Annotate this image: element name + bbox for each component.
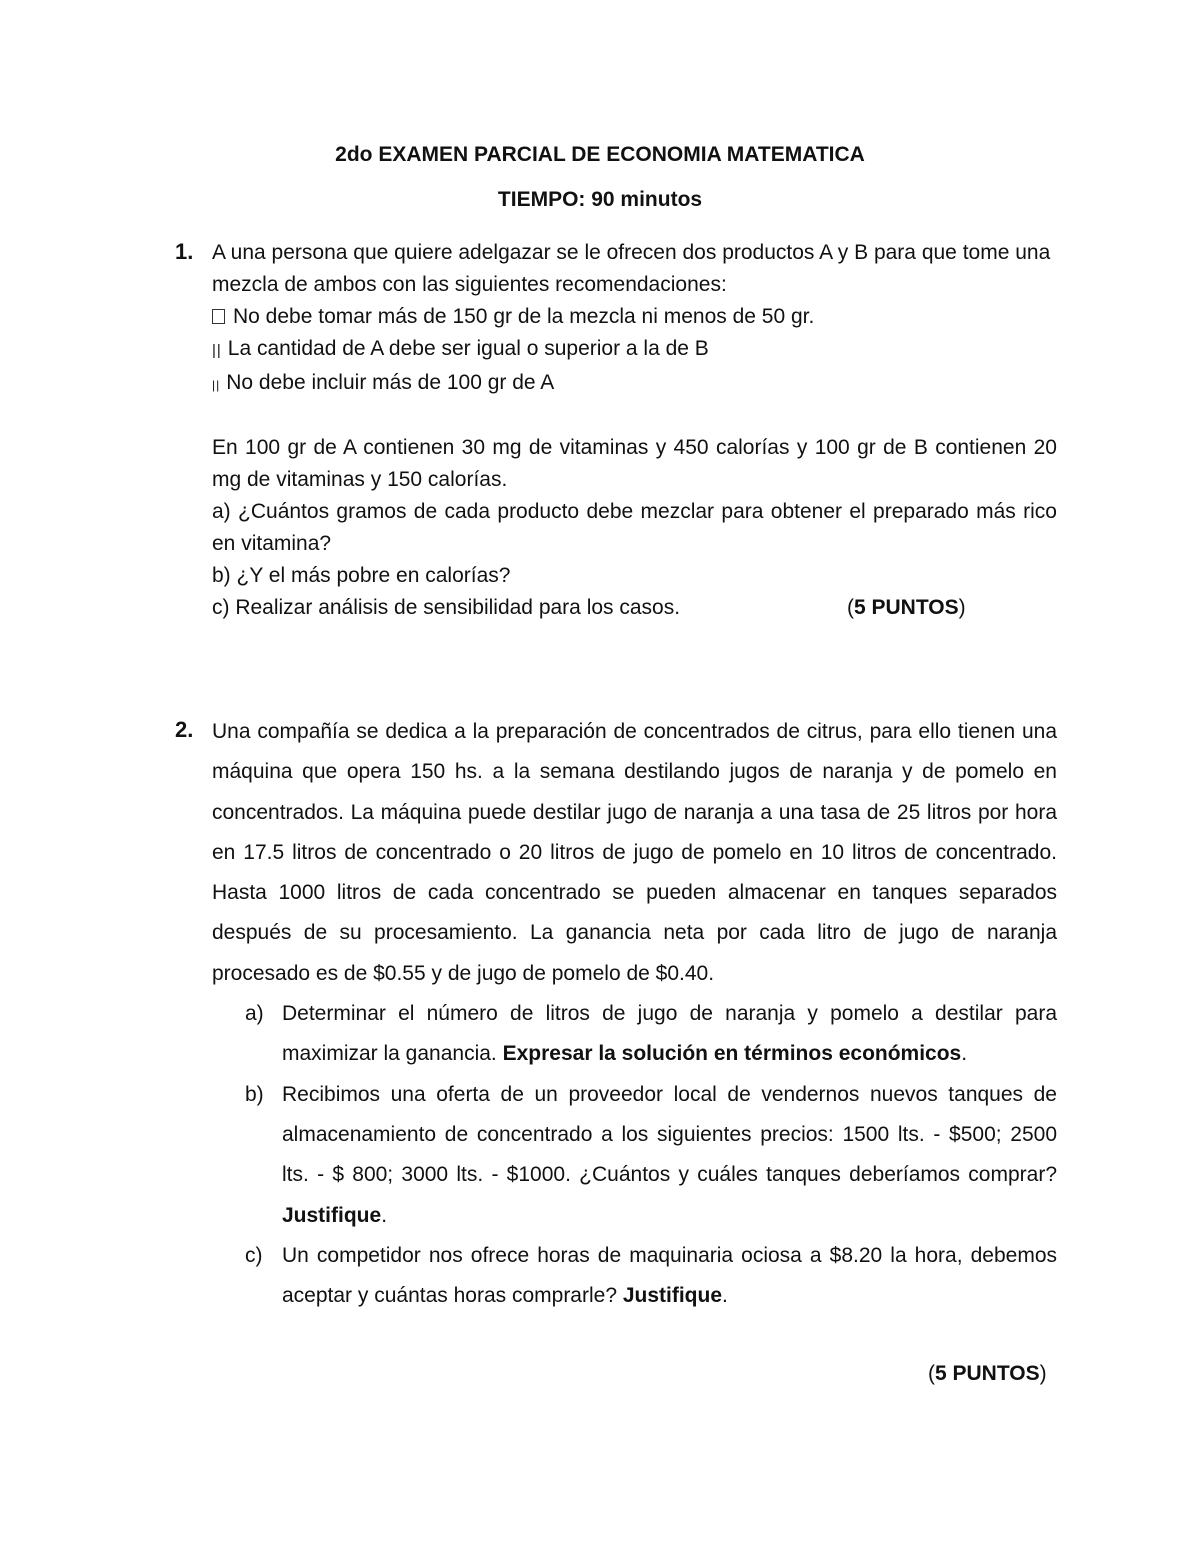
question-2-points: (5 PUNTOS) xyxy=(928,1362,1047,1385)
bullet-bars-icon: || xyxy=(212,342,222,359)
exam-time: TIEMPO: 90 minutos xyxy=(497,188,703,211)
question-2-number: 2. xyxy=(175,717,194,742)
missing-glyph-icon xyxy=(212,309,225,324)
question-1-number: 1. xyxy=(175,239,194,264)
question-2-part-b: b) Recibimos una oferta de un proveedor local de vendernos nuevos tanques de almacenamiento de concentrado a los siguientes precios: 1500 lts. - $500; 2500 lts. - $ 800; 3000 lts. - $1000. ¿Cuántos y cuáles tanques deberíamos comprar? Justifique. xyxy=(245,1082,1057,1227)
question-1-bullet: No debe tomar más de 150 gr de la mezcla ni menos de 50 gr. xyxy=(212,301,1057,333)
question-2 xyxy=(212,712,1057,1316)
question-1-bullet: || La cantidad de A debe ser igual o superior a la de B xyxy=(212,333,1057,367)
question-1 xyxy=(212,237,1057,624)
question-2-text: Una compañía se dedica a la preparación de concentrados de citrus, para ello tienen una máquina que opera 150 hs. a la semana destilando jugos de naranja y de pomelo en concentrados. La máquina puede destilar jugo de naranja a una tasa de 25 litros por hora en 17.5 litros de concentrado o 20 litros de jugo de pomelo en 10 litros de concentrado. Hasta 1000 litros de cada concentrado se pueden almacenar en tanques separados después de su procesamiento. La ganancia neta por cada litro de jugo de naranja procesado es de $0.55 y de jugo de pomelo de $0.40. xyxy=(212,720,1057,985)
bullet-bars-icon: || xyxy=(212,378,221,392)
question-1-part-b: b) ¿Y el más pobre en calorías? xyxy=(212,564,511,587)
exam-title: 2do EXAMEN PARCIAL DE ECONOMIA MATEMATICA xyxy=(335,143,865,166)
question-1-part-a: a) ¿Cuántos gramos de cada producto debe mezclar para obtener el preparado más rico en vitamina? xyxy=(212,500,1057,555)
question-2-part-c: c) Un competidor nos ofrece horas de maquinaria ociosa a $8.20 la hora, debemos aceptar y cuántas horas comprarle? Justifique. xyxy=(245,1243,1057,1308)
question-2-part-a: a) Determinar el número de litros de jugo de naranja y pomelo a destilar para maximizar la ganancia. Expresar la solución en términos económicos. xyxy=(245,1002,1057,1066)
question-1-intro: A una persona que quiere adelgazar se le ofrecen dos productos A y B para que tome una mezcla de ambos con las siguientes recomendaciones: xyxy=(212,241,1051,296)
question-1-part-c: c) Realizar análisis de sensibilidad para los casos. (5 PUNTOS) xyxy=(212,592,1057,624)
question-1-points: (5 PUNTOS) xyxy=(847,596,966,619)
question-1-info: En 100 gr de A contienen 30 mg de vitaminas y 450 calorías y 100 gr de B contienen 20 mg de vitaminas y 150 calorías. xyxy=(212,436,1057,491)
question-1-bullet: || No debe incluir más de 100 gr de A xyxy=(212,367,1057,401)
